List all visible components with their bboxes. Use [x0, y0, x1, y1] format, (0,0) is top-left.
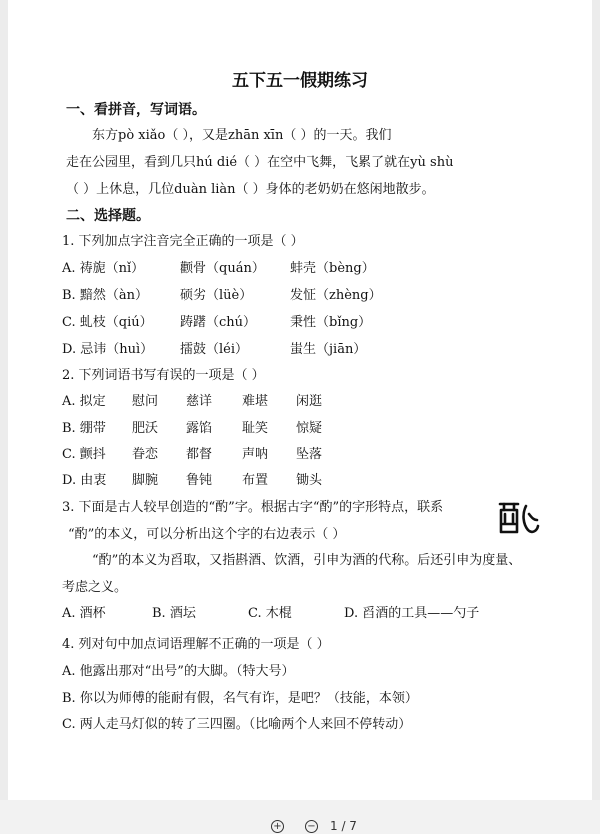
q2-d-2: 脚腕: [132, 473, 159, 488]
q2-b-5: 惊疑: [296, 421, 323, 436]
section2-heading: 二、选择题。: [66, 208, 150, 224]
zoom-out-icon[interactable]: −: [305, 820, 318, 833]
q1-b-2: 硕劣（lüè）: [180, 288, 253, 303]
q3-stem-line2: “酌”的本义，可以分析出这个字的右边表示（ ）: [68, 527, 346, 542]
page-indicator: 1 / 7: [330, 819, 357, 833]
q3-option-c: C. 木棍: [248, 606, 292, 621]
viewer-toolbar: [0, 800, 600, 834]
ancient-character-zhuo-icon: [496, 498, 542, 538]
q2-a-1: A. 拟定: [62, 394, 106, 409]
q2-c-1: C. 颤抖: [62, 447, 106, 462]
q3-stem-line1: 3. 下面是古人较早创造的“酌”字。根据古字“酌”的字形特点，联系: [62, 500, 444, 515]
q1-stem: 1. 下列加点字注音完全正确的一项是（ ）: [62, 234, 304, 249]
q1-a-2: 颧骨（quán）: [180, 261, 265, 276]
q3-option-d: D. 舀酒的工具——勺子: [344, 606, 480, 621]
q1-b-1: B. 黯然（àn）: [62, 288, 148, 303]
q2-d-1: D. 由衷: [62, 473, 107, 488]
q3-option-b: B. 酒坛: [152, 606, 196, 621]
q2-d-4: 布置: [242, 473, 269, 488]
q2-a-3: 慈详: [186, 394, 213, 409]
q3-note-line2: 考虑之义。: [62, 580, 128, 595]
q2-a-5: 闲逛: [296, 394, 323, 409]
q2-d-3: 鲁钝: [186, 473, 213, 488]
q2-b-4: 耻笑: [242, 421, 269, 436]
q4-option-a: A. 他露出那对“出号”的大脚。（特大号）: [62, 664, 295, 679]
q4-option-b: B. 你以为师傅的能耐有假，名气有诈，是吧？（技能，本领）: [62, 691, 418, 706]
q2-c-3: 都督: [186, 447, 213, 462]
q4-stem: 4. 列对句中加点词语理解不正确的一项是（ ）: [62, 637, 330, 652]
q1-c-1: C. 虬枝（qiú）: [62, 315, 153, 330]
q2-b-1: B. 绷带: [62, 421, 106, 436]
page-title: 五下五一假期练习: [232, 71, 368, 91]
q1-a-1: A. 祷旎（nǐ）: [62, 261, 145, 276]
section1-heading: 一、看拼音，写词语。: [66, 102, 206, 118]
q3-note-line1: “酌”的本义为舀取，又指斟酒、饮酒，引申为酒的代称。后还引申为度量、: [92, 553, 522, 568]
q4-option-c: C. 两人走马灯似的转了三四圈。（比喻两个人来回不停转动）: [62, 717, 412, 732]
q2-c-4: 声呐: [242, 447, 269, 462]
q3-option-a: A. 酒杯: [62, 606, 106, 621]
q1-d-2: 擂鼓（léi）: [180, 342, 249, 357]
q1-d-1: D. 忌讳（huì）: [62, 342, 154, 357]
q1-d-3: 蚩生（jiān）: [290, 342, 367, 357]
q1-c-3: 秉性（bǐng）: [290, 315, 372, 330]
section1-line3: （ ）上休息，几位duàn liàn（ ）身体的老奶奶在悠闲地散步。: [66, 182, 435, 197]
q1-b-3: 发怔（zhèng）: [290, 288, 382, 303]
q2-c-2: 眷恋: [132, 447, 159, 462]
q1-a-3: 蚌壳（bèng）: [290, 261, 375, 276]
document-page: [8, 0, 592, 800]
q2-b-3: 露馅: [186, 421, 213, 436]
q2-c-5: 坠落: [296, 447, 323, 462]
q2-a-2: 慰问: [132, 394, 159, 409]
section1-line2: 走在公园里，看到几只hú dié（ ）在空中飞舞，飞累了就在yù shù: [66, 155, 454, 170]
q2-a-4: 难堪: [242, 394, 269, 409]
q1-c-2: 踌躇（chú）: [180, 315, 257, 330]
q2-b-2: 肥沃: [132, 421, 159, 436]
q2-d-5: 锄头: [296, 473, 323, 488]
section1-line1: 东方pò xiǎo（ ），又是zhān xīn（ ）的一天。我们: [92, 128, 392, 143]
q2-stem: 2. 下列词语书写有误的一项是（ ）: [62, 368, 265, 383]
zoom-in-icon[interactable]: +: [271, 820, 284, 833]
